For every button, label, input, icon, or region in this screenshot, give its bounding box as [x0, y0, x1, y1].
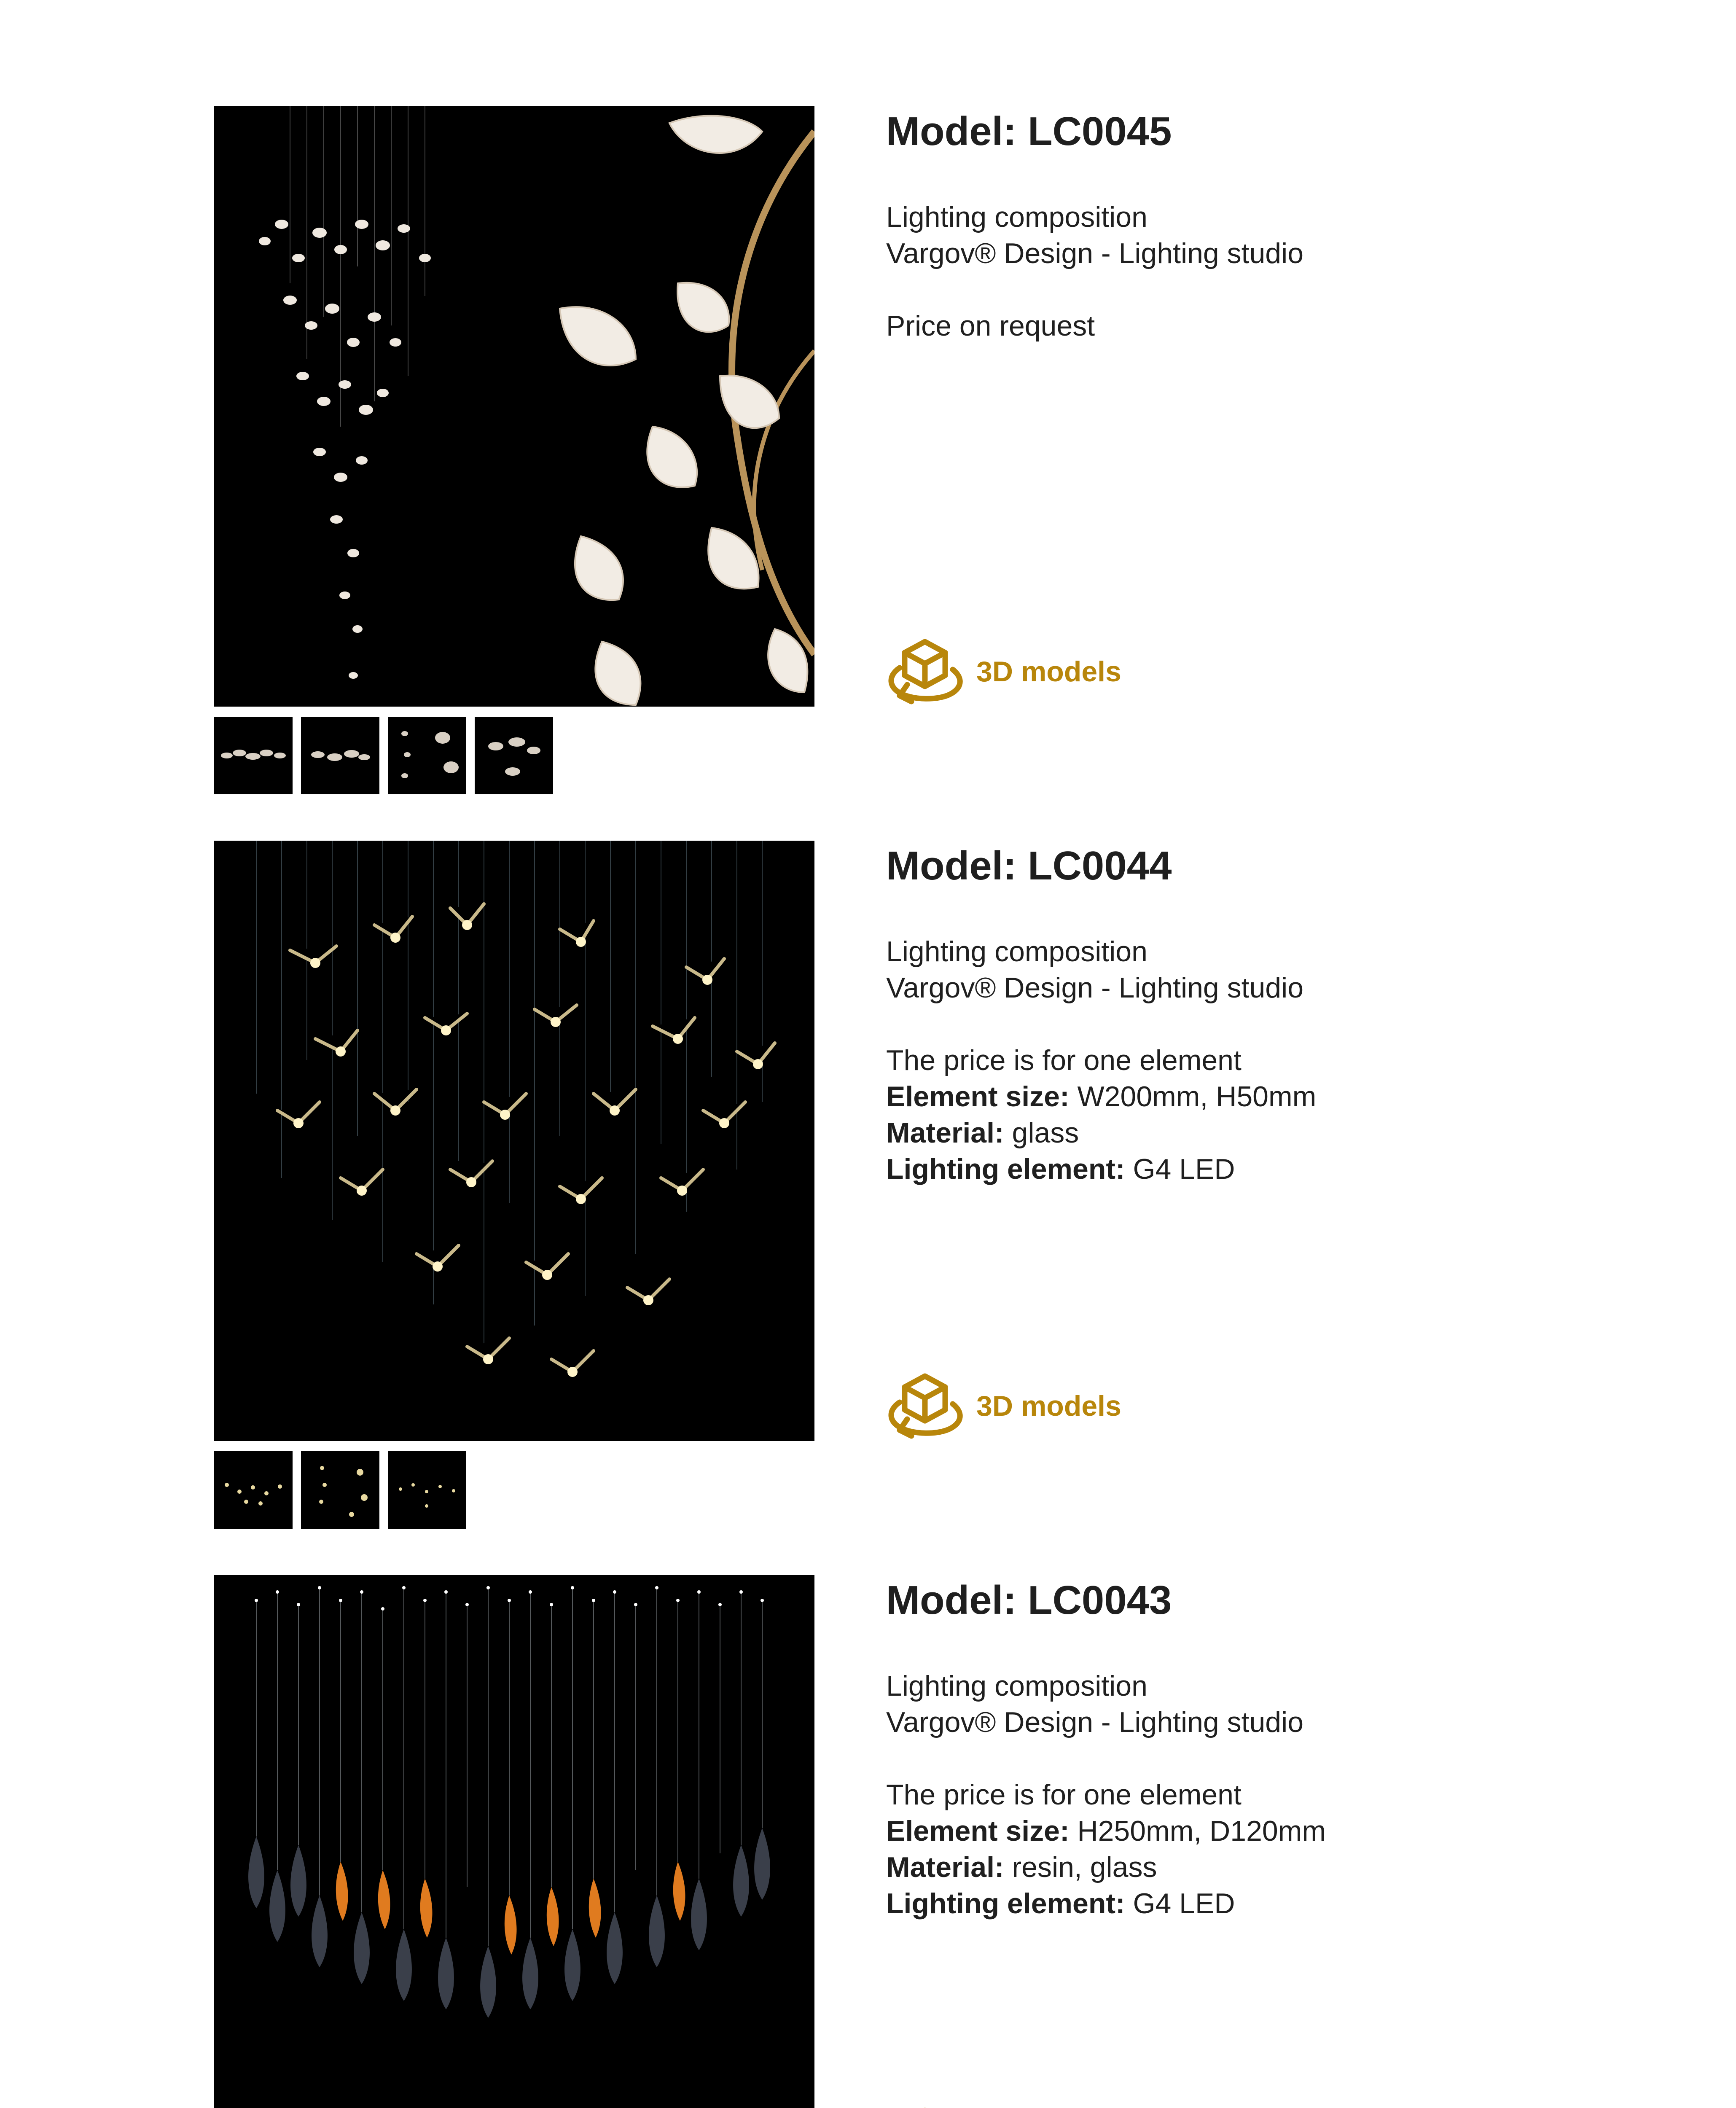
model-title: Model: LC0045 [886, 109, 1172, 154]
chandelier-glass-birds-render [214, 841, 814, 1441]
3d-cube-rotate-icon [883, 2105, 967, 2108]
description-line [886, 199, 1303, 235]
description-text: Price on request [886, 310, 1095, 342]
line-gap [886, 272, 1303, 308]
description-text: Lighting composition [886, 936, 1147, 968]
description-line [886, 1885, 1326, 1922]
description-text: Lighting composition [886, 1670, 1147, 1702]
product-main-image[interactable] [214, 841, 814, 1441]
description-line [886, 308, 1303, 344]
product-main-image[interactable] [214, 106, 814, 707]
3d-models-label: 3D models [976, 1390, 1121, 1422]
spec-label: Lighting element: [886, 1153, 1125, 1185]
description-line [886, 1777, 1326, 1813]
description-line [886, 1813, 1326, 1849]
description-line [886, 1151, 1316, 1187]
3d-cube-rotate-icon [883, 636, 967, 707]
product-description [886, 1668, 1326, 1922]
description-line [886, 1042, 1316, 1078]
3d-cube-rotate-icon [883, 1370, 967, 1442]
chandelier-flowers-render [214, 106, 814, 707]
line-gap [886, 1740, 1326, 1777]
thumbnail-render [388, 1451, 466, 1529]
thumbnail-3[interactable] [388, 717, 466, 794]
3d-models-link[interactable] [883, 2105, 1121, 2108]
spec-label: Element size: [886, 1081, 1070, 1113]
thumbnail-render [214, 717, 293, 794]
3d-models-label: 3D models [976, 656, 1121, 688]
product-description [886, 199, 1303, 344]
description-line [886, 1115, 1316, 1151]
line-gap [886, 1006, 1316, 1042]
description-text: Vargov® Design - Lighting studio [886, 237, 1304, 269]
thumbnail-2[interactable] [301, 717, 379, 794]
product-description [886, 933, 1316, 1187]
spec-label: Material: [886, 1117, 1004, 1149]
thumbnail-render [475, 717, 553, 794]
description-text: resin, glass [1004, 1851, 1157, 1883]
description-line [886, 1668, 1326, 1704]
spec-label: Lighting element: [886, 1888, 1125, 1920]
description-text: G4 LED [1125, 1153, 1235, 1185]
description-text: Vargov® Design - Lighting studio [886, 972, 1304, 1004]
thumbnail-render [214, 1451, 293, 1529]
thumbnail-2[interactable] [301, 1451, 379, 1529]
thumbnail-render [301, 717, 379, 794]
thumbnail-4[interactable] [475, 717, 553, 794]
thumbnail-1[interactable] [214, 1451, 293, 1529]
thumbnail-render [388, 717, 466, 794]
thumbnail-3[interactable] [388, 1451, 466, 1529]
description-text: H250mm, D120mm [1069, 1815, 1326, 1847]
thumbnail-1[interactable] [214, 717, 293, 794]
spec-label: Element size: [886, 1815, 1070, 1847]
3d-models-link[interactable] [883, 1370, 1121, 1442]
3d-models-link[interactable] [883, 636, 1121, 707]
spec-label: Material: [886, 1851, 1004, 1883]
model-title: Model: LC0044 [886, 843, 1172, 888]
description-line [886, 1078, 1316, 1115]
description-line [886, 1704, 1326, 1740]
thumbnail-render [301, 1451, 379, 1529]
description-text: G4 LED [1125, 1888, 1235, 1920]
description-line [886, 970, 1316, 1006]
description-text: glass [1004, 1117, 1079, 1149]
description-line [886, 235, 1303, 272]
description-text: W200mm, H50mm [1069, 1081, 1317, 1113]
description-text: Vargov® Design - Lighting studio [886, 1706, 1304, 1738]
chandelier-resin-drops-render [214, 1575, 814, 2108]
description-text: Lighting composition [886, 201, 1147, 233]
product-main-image[interactable] [214, 1575, 814, 2108]
description-line [886, 933, 1316, 970]
description-text: The price is for one element [886, 1779, 1242, 1811]
model-title: Model: LC0043 [886, 1578, 1172, 1623]
description-text: The price is for one element [886, 1044, 1242, 1076]
description-line [886, 1849, 1326, 1885]
